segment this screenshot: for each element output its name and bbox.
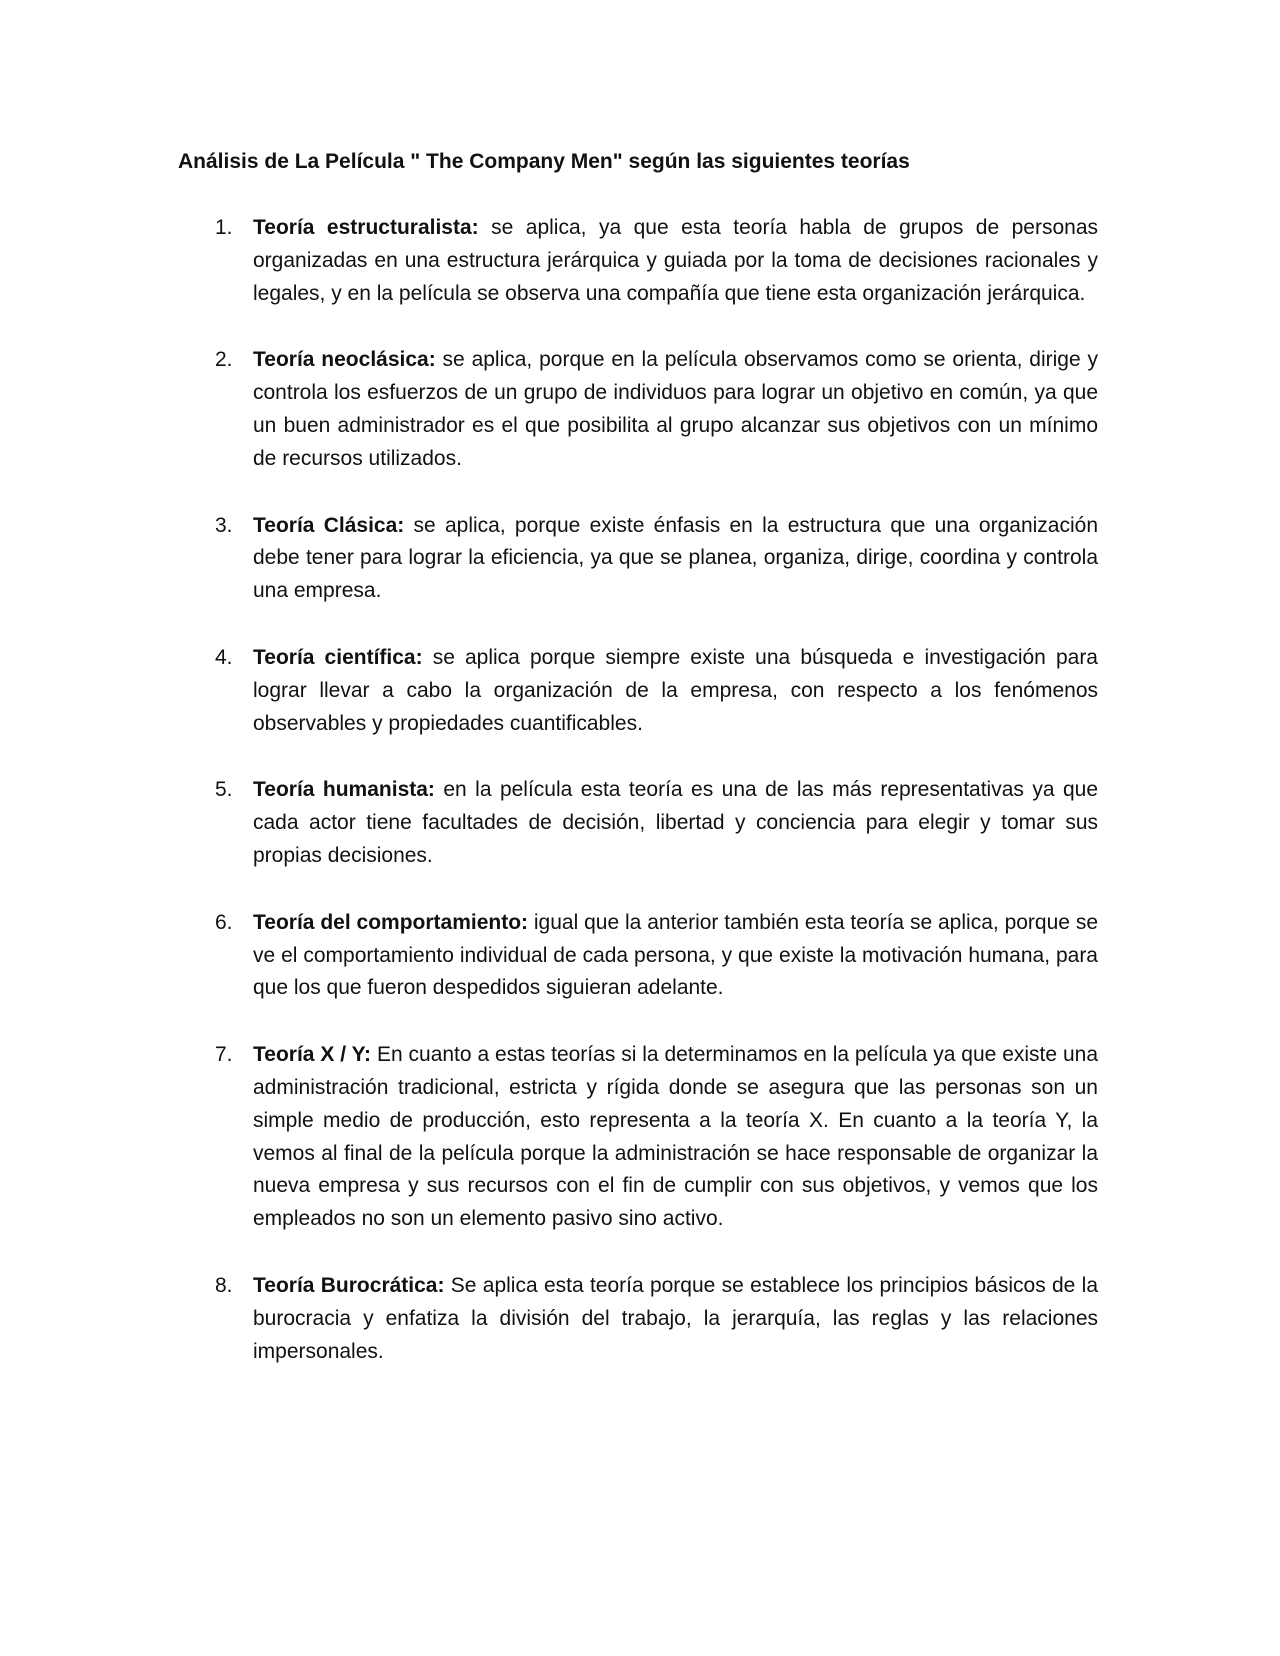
item-number: 1. bbox=[215, 216, 233, 239]
item-text: En cuanto a estas teorías si la determinamos en la película ya que existe una administración tradicional, estricta y rígida donde se asegura que las personas son un simple medio de producción, esto representa a la teoría X. En cuanto a la teoría Y, la vemos al final de la película porque la administración se hace responsable de organizar la nueva empresa y sus recursos con el fin de cumplir con sus objetivos, y vemos que los empleados no son un elemento pasivo sino activo. bbox=[253, 1043, 1098, 1231]
item-term: Teoría X / Y: bbox=[253, 1043, 372, 1067]
item-term: Teoría Burocrática: bbox=[253, 1273, 445, 1297]
item-text: igual que la anterior también esta teoría se aplica, porque se ve el comportamiento individual de cada persona, y que existe la motivación humana, para que los que fueron despedidos siguieran adelante. bbox=[253, 910, 1098, 1000]
item-number: 4. bbox=[215, 645, 233, 669]
item-text: se aplica, porque en la película observamos como se orienta, dirige y controla los esfuerzos de un grupo de individuos para lograr un objetivo en común, ya que un buen administrador es el que posibilita al grupo alcanzar sus objetivos con un mínimo de recursos utilizados. bbox=[253, 348, 1098, 470]
item-text: se aplica porque siempre existe una búsqueda e investigación para lograr llevar a cabo la organización de la empresa, con respecto a los fenómenos observables y propiedades cuantificables. bbox=[253, 645, 1098, 735]
item-number: 2. bbox=[215, 348, 233, 372]
theory-item-4 bbox=[178, 642, 1098, 740]
theory-item-7 bbox=[178, 1039, 1098, 1236]
item-text: en la película esta teoría es una de las más representativas ya que cada actor tiene facultades de decisión, libertad y conciencia para elegir y tomar sus propias decisiones. bbox=[253, 778, 1098, 867]
theory-item-8 bbox=[178, 1270, 1098, 1368]
theory-list bbox=[178, 212, 1098, 1402]
item-term: Teoría humanista: bbox=[253, 778, 435, 802]
item-term: Teoría científica: bbox=[253, 645, 423, 669]
item-number: 8. bbox=[215, 1273, 233, 1297]
item-text: se aplica, ya que esta teoría habla de grupos de personas organizadas en una estructura jerárquica y guiada por la toma de decisiones racionales y legales, y en la película se observa una compañía que tiene esta organización jerárquica. bbox=[253, 216, 1099, 305]
theory-item-1 bbox=[178, 212, 1098, 310]
theory-item-2 bbox=[178, 344, 1098, 475]
item-term: Teoría neoclásica: bbox=[253, 348, 436, 372]
item-text: Se aplica esta teoría porque se establece los principios básicos de la burocracia y enfatiza la división del trabajo, la jerarquía, las reglas y las relaciones impersonales. bbox=[253, 1273, 1099, 1363]
item-number: 3. bbox=[215, 513, 233, 537]
item-term: Teoría del comportamiento: bbox=[253, 910, 529, 934]
theory-item-6 bbox=[178, 907, 1098, 1005]
item-number: 7. bbox=[215, 1043, 233, 1067]
item-number: 5. bbox=[215, 778, 233, 802]
item-text: se aplica, porque existe énfasis en la estructura que una organización debe tener para lograr la eficiencia, ya que se planea, organiza, dirige, coordina y controla una empresa. bbox=[253, 513, 1098, 603]
document-title: Análisis de La Película " The Company Men" según las siguientes teorías bbox=[178, 150, 910, 173]
item-term: Teoría estructuralista: bbox=[253, 216, 479, 239]
item-term: Teoría Clásica: bbox=[253, 513, 405, 537]
theory-item-5 bbox=[178, 774, 1098, 872]
item-number: 6. bbox=[215, 910, 233, 934]
theory-item-3 bbox=[178, 510, 1098, 608]
